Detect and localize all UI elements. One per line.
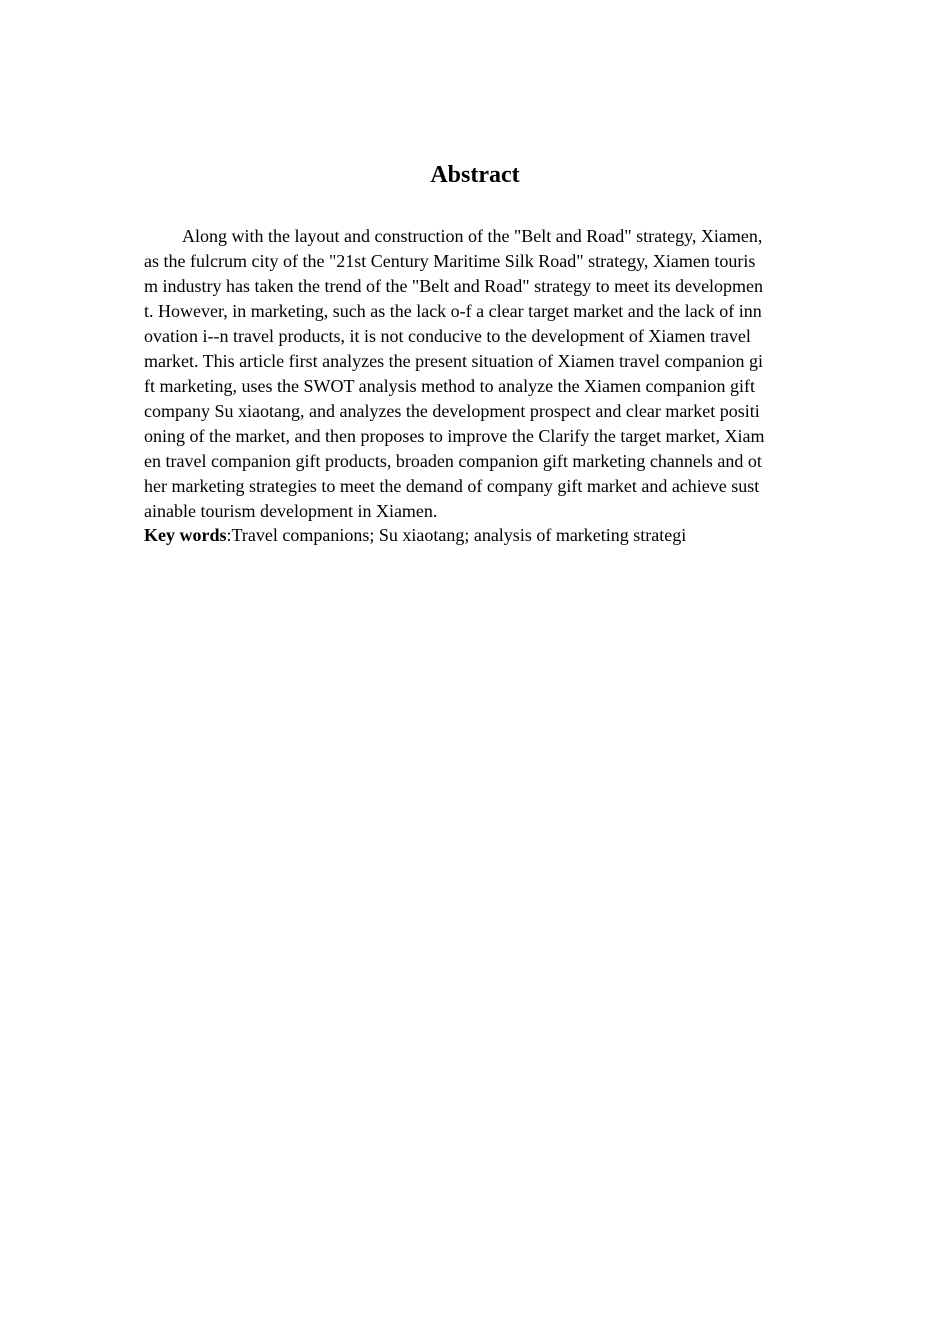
abstract-line: ainable tourism development in Xiamen. bbox=[144, 501, 438, 521]
abstract-line: as the fulcrum city of the "21st Century Maritime Silk Road" strategy, Xiamen touris bbox=[144, 251, 756, 271]
abstract-line: ft marketing, uses the SWOT analysis method to analyze the Xiamen companion gift bbox=[144, 376, 756, 396]
keywords-separator: : bbox=[226, 525, 232, 545]
keywords-label: Key words bbox=[144, 525, 227, 545]
abstract-title: Abstract bbox=[430, 162, 520, 188]
keywords-line bbox=[144, 523, 806, 548]
abstract-line: oning of the market, and then proposes to improve the Clarify the target market, Xiam bbox=[144, 426, 765, 446]
abstract-line: market. This article first analyzes the present situation of Xiamen travel companion gi bbox=[144, 351, 763, 371]
abstract-line: company Su xiaotang, and analyzes the development prospect and clear market positi bbox=[144, 401, 760, 421]
keywords-text: Travel companions; Su xiaotang; analysis of marketing strategi bbox=[231, 525, 687, 545]
abstract-line: en travel companion gift products, broaden companion gift marketing channels and ot bbox=[144, 451, 762, 471]
abstract-line: Along with the layout and construction of the "Belt and Road" strategy, Xiamen, bbox=[182, 226, 763, 246]
abstract-body bbox=[144, 224, 806, 524]
abstract-line: m industry has taken the trend of the "Belt and Road" strategy to meet its developmen bbox=[144, 276, 764, 296]
abstract-line: t. However, in marketing, such as the lack o-f a clear target market and the lack of inn bbox=[144, 301, 762, 321]
abstract-line: her marketing strategies to meet the demand of company gift market and achieve sust bbox=[144, 476, 760, 496]
abstract-line: ovation i--n travel products, it is not conducive to the development of Xiamen travel bbox=[144, 326, 751, 346]
